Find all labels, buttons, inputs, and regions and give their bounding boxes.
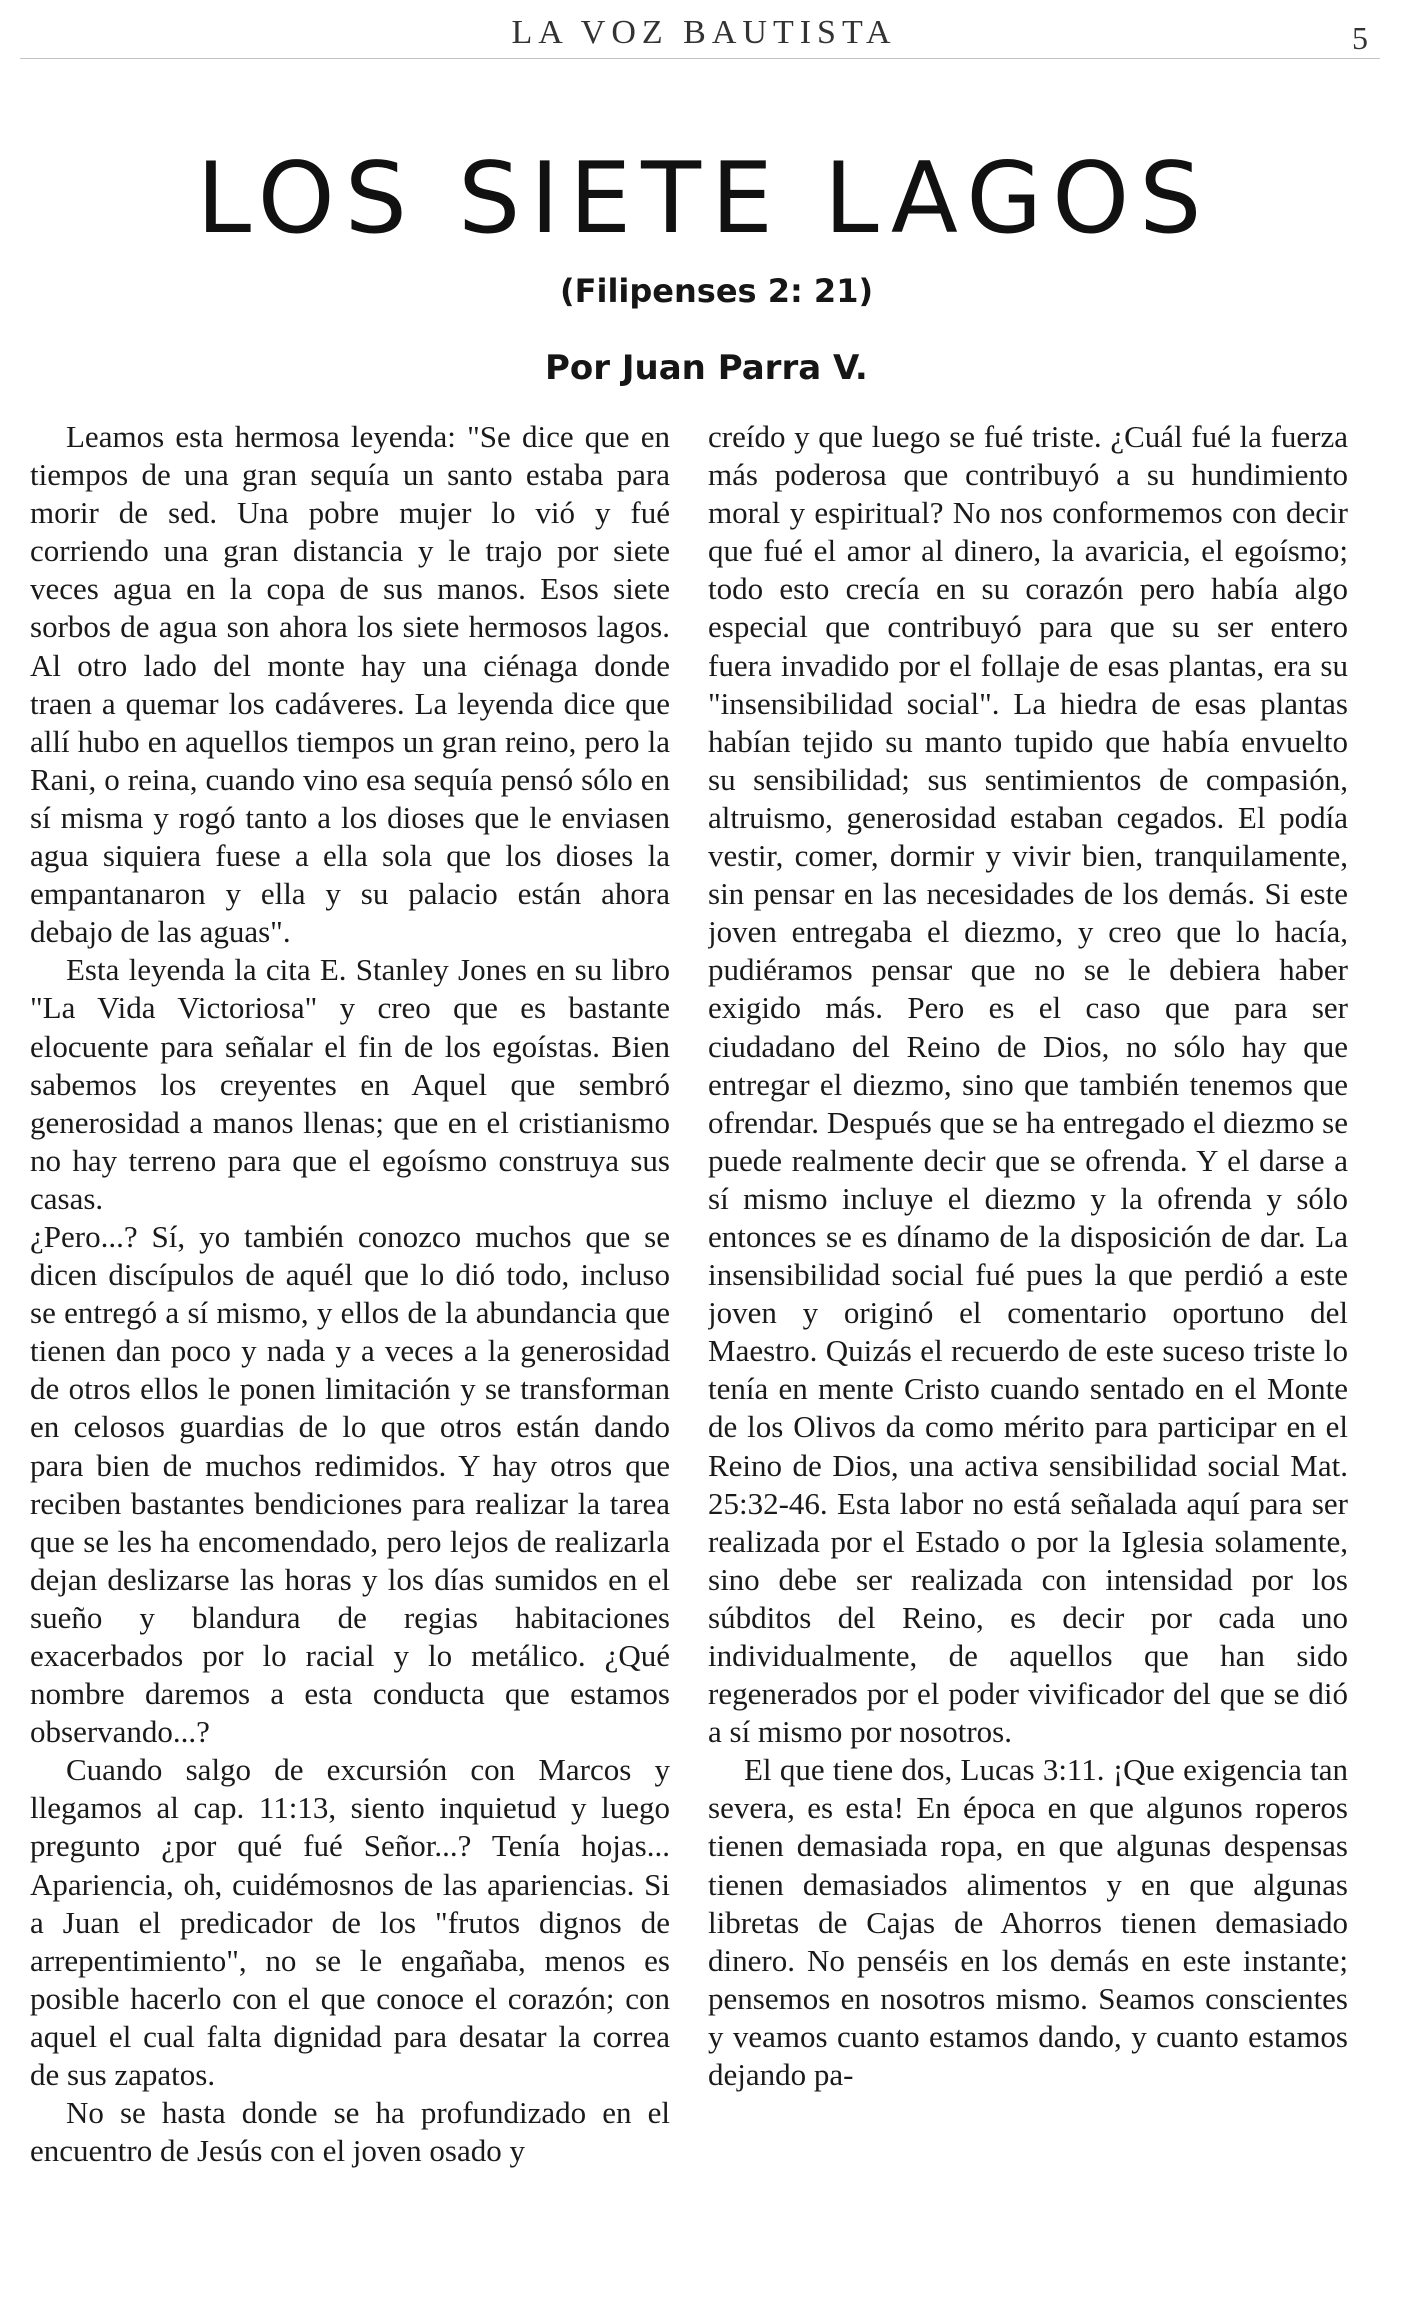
scripture-reference: (Filipenses 2: 21) (560, 272, 874, 310)
running-title: LA VOZ BAUTISTA (511, 14, 897, 51)
article-title: LOS SIETE LAGOS (196, 142, 1212, 256)
paragraph: Cuando salgo de excursión con Marcos y llegamos al cap. 11:13, siento inquietud y luego pregunto ¿por qué fué Señor...? Tenía hojas... Apariencia, oh, cuidémosnos de las apariencias. Si a Juan el predicador de los "frutos dignos de arrepentimiento", no se le engañaba, menos es posible hacerlo con el que conoce el corazón; con aquel el cual falta dignidad para desatar la correa de sus zapatos. (30, 1752, 670, 2093)
paragraph: No se hasta donde se ha profundizado en el encuentro de Jesús con el joven osado y (30, 2095, 670, 2169)
paragraph: El que tiene dos, Lucas 3:11. ¡Que exigencia tan severa, es esta! En época en que algunos roperos tienen demasiada ropa, en que algunas despensas tienen demasiados alimentos y en que algunas libretas de Cajas de Ahorros tienen demasiado dinero. No penséis en los demás en este instante; pensemos en nosotros mismo. Seamos conscientes y veamos cuanto estamos dando, y cuanto estamos dejando pa- (708, 1752, 1348, 2093)
header-rule (20, 58, 1380, 59)
paragraph: ¿Pero...? Sí, yo también conozco muchos que se dicen discípulos de aquél que lo dió todo, incluso se entregó a sí mismo, y ellos de la abundancia que tienen dan poco y nada y a veces a la generosidad de otros ellos le ponen limitación y se transforman en celosos guardias de lo que otros están dando para bien de muchos redimidos. Y hay otros que reciben bastantes bendiciones para realizar la tarea que se les ha encomendado, pero lejos de realizarla dejan deslizarse las horas y los días sumidos en el sueño y blandura de regias habitaciones exacerbados por lo racial y lo metálico. ¿Qué nombre daremos a esta conducta que estamos observando...? (30, 1218, 670, 1750)
paragraph: Esta leyenda la cita E. Stanley Jones en su libro "La Vida Victoriosa" y creo que es bastante elocuente para señalar el fin de los egoístas. Bien sabemos los creyentes en Aquel que sembró generosidad a manos llenas; que en el cristianismo no hay terreno para que el egoísmo construya sus casas. (30, 952, 670, 1216)
paragraph: Leamos esta hermosa leyenda: "Se dice que en tiempos de una gran sequía un santo estaba para morir de sed. Una pobre mujer lo vió y fué corriendo una gran distancia y le trajo por siete veces agua en la copa de sus manos. Esos siete sorbos de agua son ahora los siete hermosos lagos. Al otro lado del monte hay una ciénaga donde traen a quemar los cadáveres. La leyenda dice que allí hubo en aquellos tiempos un gran reino, pero la Rani, o reina, cuando vino esa sequía pensó sólo en sí misma y rogó tanto a los dioses que le enviasen agua siquiera fuese a ella sola que los dioses la empantanaron y ella y su palacio están ahora debajo de las aguas". (30, 419, 670, 950)
byline: Por Juan Parra V. (545, 348, 868, 388)
page-number: 5 (1352, 20, 1368, 56)
left-column (30, 418, 670, 2288)
page-header (0, 10, 1408, 60)
paragraph: creído y que luego se fué triste. ¿Cuál fué la fuerza más poderosa que contribuyó a su hundimiento moral y espiritual? No nos conformemos con decir que fué el amor al dinero, la avaricia, el egoísmo; todo esto crecía en su corazón pero había algo especial que contribuyó para que su ser entero fuera invadido por el follaje de esas plantas, era su "insensibilidad social". La hiedra de esas plantas habían tejido su manto tupido que había envuelto su sensibilidad; sus sentimientos de compasión, altruismo, generosidad estaban cegados. El podía vestir, comer, dormir y vivir bien, tranquilamente, sin pensar en las necesidades de los demás. Si este joven entregaba el diezmo, y creo que lo hacía, pudiéramos pensar que no se le debiera haber exigido más. Pero es el caso que para ser ciudadano del Reino de Dios, no sólo hay que entregar el diezmo, sino que también tenemos que ofrendar. Después que se ha entregado el diezmo se puede realmente decir que se ofrenda. Y el darse a sí mismo incluye el diezmo y la ofrenda y sólo entonces se es dínamo de la disposición de dar. La insensibilidad social fué pues la que perdió a este joven y originó el comentario oportuno del Maestro. Quizás el recuerdo de este suceso triste lo tenía en mente Cristo cuando sentado en el Monte de los Olivos da como mérito para participar en el Reino de Dios, una activa sensibilidad social Mat. 25:32-46. Esta labor no está señalada aquí para ser realizada por el Estado o por la Iglesia solamente, sino debe ser realizada con intensidad por los súbditos del Reino, es decir por cada uno individualmente, de aquellos que han sido regenerados por el poder vivificador del que se dió a sí mismo por nosotros. (708, 419, 1348, 1750)
right-column (708, 418, 1348, 2288)
